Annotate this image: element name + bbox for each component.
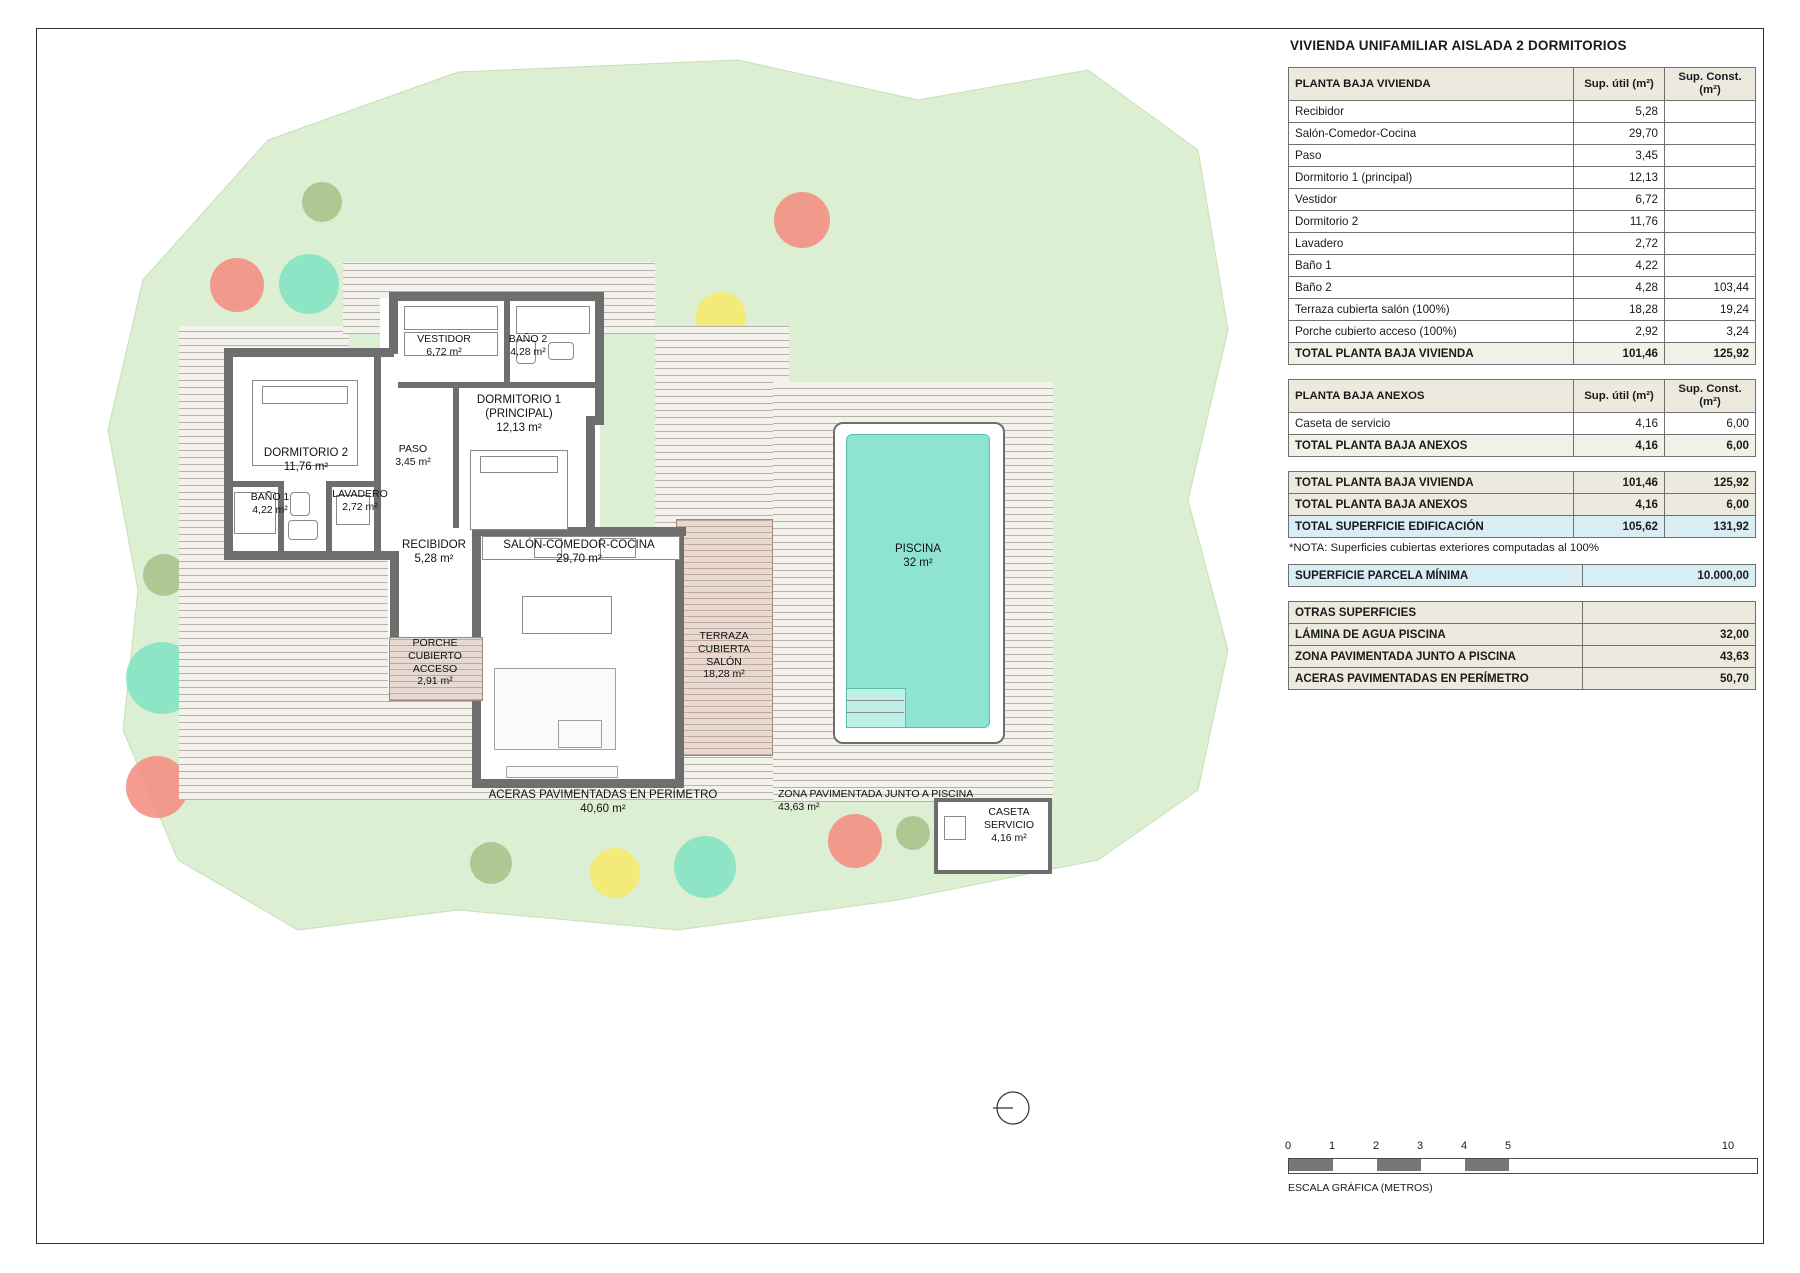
table-vivienda	[1288, 67, 1756, 365]
furniture-bath-2	[516, 306, 590, 334]
caseta-fixture	[944, 816, 966, 840]
tree-olive	[470, 842, 512, 884]
wall-north-step	[389, 292, 398, 354]
tree-green	[674, 836, 736, 898]
wall-partition-vest	[398, 382, 603, 388]
table-row: Vestidor 6,72	[1289, 189, 1756, 211]
scale-caption: ESCALA GRÁFICA (METROS)	[1288, 1182, 1433, 1194]
label-piscina: PISCINA 32 m²	[894, 543, 941, 570]
col-header-vivienda: PLANTA BAJA VIVIENDA	[1289, 68, 1574, 101]
graphic-scale	[1284, 1140, 1758, 1194]
spacer	[1282, 587, 1762, 601]
pool-step-line	[846, 712, 904, 713]
pool-steps	[846, 688, 906, 728]
col-header-const: Sup. Const. (m²)	[1665, 68, 1756, 101]
tree-olive	[896, 816, 930, 850]
furniture-bed-2-pillow	[262, 386, 348, 404]
wall-west	[224, 348, 233, 560]
table-row: Paso 3,45	[1289, 145, 1756, 167]
furniture-rug	[506, 766, 618, 778]
label-caseta: CASETA SERVICIO 4,16 m²	[984, 806, 1034, 844]
table-row: Salón-Comedor-Cocina 29,70	[1289, 123, 1756, 145]
pool-water	[846, 434, 990, 728]
pool-step-line	[846, 700, 904, 701]
table-row-total: TOTAL SUPERFICIE EDIFICACIÓN 105,62 131,92	[1289, 516, 1756, 538]
wall-south-west	[224, 551, 399, 560]
wall-partition-lav-h	[326, 481, 378, 487]
tree-red	[210, 258, 264, 312]
table-row: Lavadero 2,72	[1289, 233, 1756, 255]
table-row: Dormitorio 2 11,76	[1289, 211, 1756, 233]
label-paso: PASO 3,45 m²	[395, 443, 431, 468]
wall-salon-south	[472, 779, 684, 788]
table-resumen	[1288, 471, 1756, 538]
scale-segment	[1465, 1159, 1509, 1171]
label-zona-pavimentada: ZONA PAVIMENTADA JUNTO A PISCINA 43,63 m²	[778, 788, 974, 813]
table-row: SUPERFICIE PARCELA MÍNIMA 10.000,00	[1289, 565, 1756, 587]
label-porche: PORCHE CUBIERTO ACCESO 2,91 m²	[408, 637, 462, 688]
table-row	[1289, 380, 1756, 413]
table-row-total: TOTAL PLANTA BAJA ANEXOS 4,16 6,00	[1289, 435, 1756, 457]
col-header-anexos: PLANTA BAJA ANEXOS	[1289, 380, 1574, 413]
label-bano1: BAÑO 1 4,22 m²	[250, 491, 290, 516]
table-parcela	[1288, 564, 1756, 587]
label-salon: SALÓN-COMEDOR-COCINA 29,70 m²	[503, 539, 655, 566]
table-anexos	[1288, 379, 1756, 457]
furniture-bed-1-pillow	[480, 456, 558, 473]
table-row: Porche cubierto acceso (100%) 2,92 3,24	[1289, 321, 1756, 343]
table-row: OTRAS SUPERFICIES	[1289, 602, 1756, 624]
spacer	[1282, 365, 1762, 379]
scale-segment	[1289, 1159, 1333, 1171]
table-otras-superficies	[1288, 601, 1756, 690]
table-row: ACERAS PAVIMENTADAS EN PERÍMETRO 50,70	[1289, 668, 1756, 690]
spacer	[1282, 457, 1762, 471]
label-aceras: ACERAS PAVIMENTADAS EN PERÍMETRO 40,60 m²	[488, 789, 718, 816]
table-row: LÁMINA DE AGUA PISCINA 32,00	[1289, 624, 1756, 646]
label-dormitorio2: DORMITORIO 2 11,76 m²	[263, 447, 349, 474]
wall-east-upper	[595, 292, 604, 422]
label-bano2: BAÑO 2 4,28 m²	[508, 333, 548, 358]
tree-olive	[302, 182, 342, 222]
table-row: TOTAL PLANTA BAJA VIVIENDA 101,46 125,92	[1289, 472, 1756, 494]
furniture-sink-1	[288, 520, 318, 540]
north-symbol	[990, 1085, 1036, 1131]
table-row: Recibidor 5,28	[1289, 101, 1756, 123]
tree-green	[279, 254, 339, 314]
tree-red	[774, 192, 830, 248]
wall-partition-bano	[230, 481, 282, 487]
wall-north-b	[389, 292, 604, 301]
col-header-util: Sup. útil (m²)	[1574, 68, 1665, 101]
tree-yellow	[590, 848, 640, 898]
col-header-util: Sup. útil (m²)	[1574, 380, 1665, 413]
table-row-total: TOTAL PLANTA BAJA VIVIENDA 101,46 125,92	[1289, 343, 1756, 365]
note-text: *NOTA: Superficies cubiertas exteriores computadas al 100%	[1289, 542, 1600, 555]
scale-segment	[1377, 1159, 1421, 1171]
table-row: Terraza cubierta salón (100%) 18,28 19,24	[1289, 299, 1756, 321]
label-dormitorio1: DORMITORIO 1 (PRINCIPAL) 12,13 m²	[476, 394, 562, 435]
table-row: Baño 2 4,28 103,44	[1289, 277, 1756, 299]
label-lavadero: LAVADERO 2,72 m²	[332, 488, 388, 513]
furniture-dining-table	[522, 596, 612, 634]
table-row: Dormitorio 1 (principal) 12,13	[1289, 167, 1756, 189]
area-schedule-panel	[1282, 30, 1762, 690]
col-header-const: Sup. Const. (m²)	[1665, 380, 1756, 413]
table-row: Caseta de servicio 4,16 6,00	[1289, 413, 1756, 435]
table-row: ZONA PAVIMENTADA JUNTO A PISCINA 43,63	[1289, 646, 1756, 668]
label-recibidor: RECIBIDOR 5,28 m²	[402, 539, 466, 566]
furniture-coffee-table	[558, 720, 602, 748]
wall-north-a	[224, 348, 394, 357]
site-plan	[38, 30, 1268, 1240]
table-row	[1289, 68, 1756, 101]
scale-ticks: 0 1 2 3 4 5 10	[1284, 1140, 1735, 1152]
furniture-closet-a	[404, 306, 498, 330]
scale-bar	[1288, 1158, 1758, 1174]
page-title: VIVIENDA UNIFAMILIAR AISLADA 2 DORMITORIOS	[1290, 38, 1627, 53]
label-vestidor: VESTIDOR 6,72 m²	[417, 333, 471, 358]
label-terraza: TERRAZA CUBIERTA SALÓN 18,28 m²	[697, 630, 751, 681]
table-row: TOTAL PLANTA BAJA ANEXOS 4,16 6,00	[1289, 494, 1756, 516]
tree-red	[828, 814, 882, 868]
table-row: Baño 1 4,22	[1289, 255, 1756, 277]
